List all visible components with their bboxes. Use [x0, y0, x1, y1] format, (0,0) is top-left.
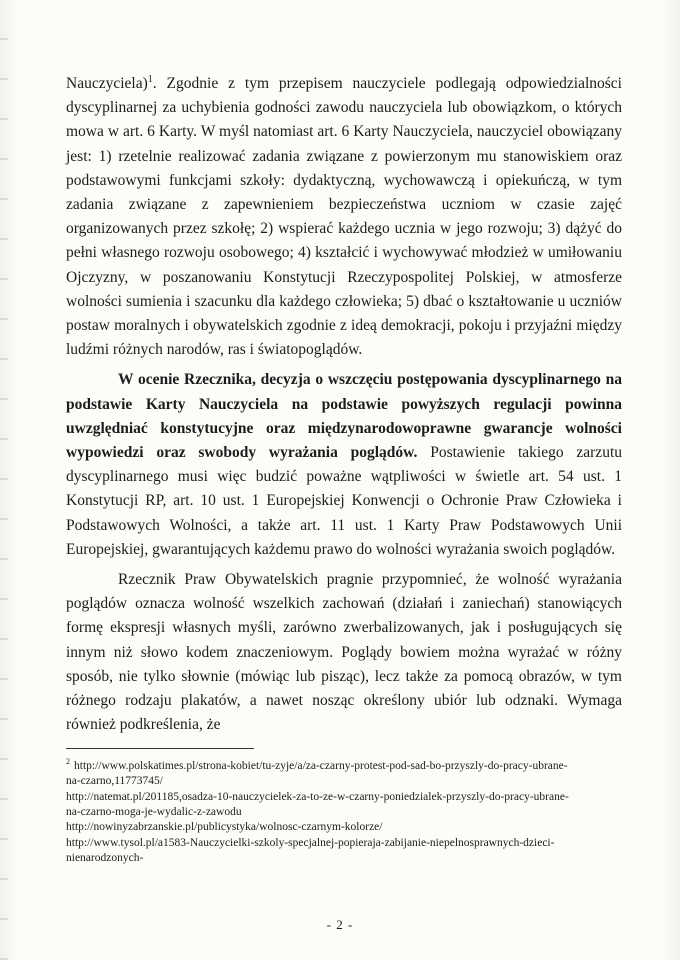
paragraph-1	[66, 72, 622, 362]
footnote-marker: 2	[66, 757, 70, 766]
body-text	[66, 72, 622, 737]
footnote-line: http://nowinyzabrzanskie.pl/publicystyka/wolnosc-czarnym-kolorze/	[66, 821, 383, 834]
paragraph-2-text: Postawienie takiego zarzutu dyscyplinarnego musi więc budzić poważne wątpliwości w świetle art. 54 ust. 1 Konstytucji RP, art. 10 ust. 1 Europejskiej Konwencji o Ochronie Praw Człowieka i Podstawowych Wolności, a także art. 11 ust. 1 Karty Praw Podstawowych Unii Europejskiej, gwarantujących każdemu prawo do wolności wyrażania swoich poglądów.	[66, 444, 622, 558]
footnote-line: na-czarno-moga-je-wydalic-z-zawodu	[66, 806, 242, 819]
page-number: - 2 -	[326, 917, 354, 932]
footnote-line: na-czarno,11773745/	[66, 775, 163, 788]
paragraph-1-text-b: . Zgodnie z tym przepisem nauczyciele podlegają odpowiedzialności dyscyplinarnej za uchybienia godności zawodu nauczyciela lub obowiązkom, o których mowa w art. 6 Karty. W myśl natomiast art. 6 Karty Nauczyciela, nauczyciel obowiązany jest: 1) rzetelnie realizować zadania związane z powierzonym mu stanowiskiem oraz podstawowymi funkcjami szkoły: dydaktyczną, wychowawczą i opiekuńczą, w tym zadania związane z zapewnieniem bezpieczeństwa uczniom w czasie zajęć organizowanych przez szkołę; 2) wspierać każdego ucznia w jego rozwoju; 3) dążyć do pełni własnego rozwoju osobowego; 4) kształcić i wychowywać młodzież w umiłowaniu Ojczyzny, w poszanowaniu Konstytucji Rzeczypospolitej Polskiej, w atmosferze wolności sumienia i szacunku dla każdego człowieka; 5) dbać o kształtowanie u uczniów postaw moralnych i obywatelskich zgodnie z ideą demokracji, pokoju i przyjaźni między ludźmi różnych narodów, ras i światopoglądów.	[66, 75, 622, 359]
footnote-line	[66, 754, 626, 774]
footnote-line: http://www.tysol.pl/a1583-Nauczycielki-szkoly-specjalnej-popieraja-zabijanie-niepelnosprawnych-dzieci-	[66, 836, 555, 849]
footnote-link: http://www.polskatimes.pl/strona-kobiet/tu-zyje/a/za-czarny-protest-pod-sad-bo-przyszly-do-pracy-ubrane-	[74, 759, 568, 772]
paragraph-3	[66, 568, 622, 737]
paragraph-2-bold-text: W ocenie Rzecznika, decyzja o wszczęciu postępowania dyscyplinarnego na podstawie Karty Nauczyciela na podstawie powyższych regulacji powinna uwzględniać konstytucyjne oraz międzynarodowoprawne gwarancje wolności wypowiedzi oraz swobody wyrażania poglądów.	[66, 371, 622, 462]
footnote-divider	[66, 748, 254, 749]
footnote-line: nienarodzonych-	[66, 852, 144, 865]
paragraph-3-text: Rzecznik Praw Obywatelskich pragnie przypomnieć, że wolność wyrażania poglądów oznacza wolność wszelkich zachowań (działań i zaniechań) stanowiących formę ekspresji własnych myśli, zarówno zwerbalizowanych, jak i posługujących się innym niż słowo kodem znaczeniowym. Poglądy bowiem można wyrażać w różny sposób, nie tylko słownie (mówiąc lub pisząc), lecz także za pomocą obrazów, w tym różnego rodzaju plakatów, a nawet nosząc określony ubiór lub odznaki. Wymaga również podkreślenia, że	[66, 571, 622, 734]
footnotes	[66, 754, 626, 867]
scan-margin-marks	[0, 0, 8, 960]
footnote-line: http://natemat.pl/201185,osadza-10-nauczycielek-za-to-ze-w-czarny-poniedzialek-przyszly-do-pracy-ubrane-	[66, 790, 569, 803]
paragraph-1-text-a: Nauczyciela)	[66, 75, 148, 92]
footnote-reference: 1	[147, 73, 153, 85]
paragraph-2	[66, 368, 622, 562]
